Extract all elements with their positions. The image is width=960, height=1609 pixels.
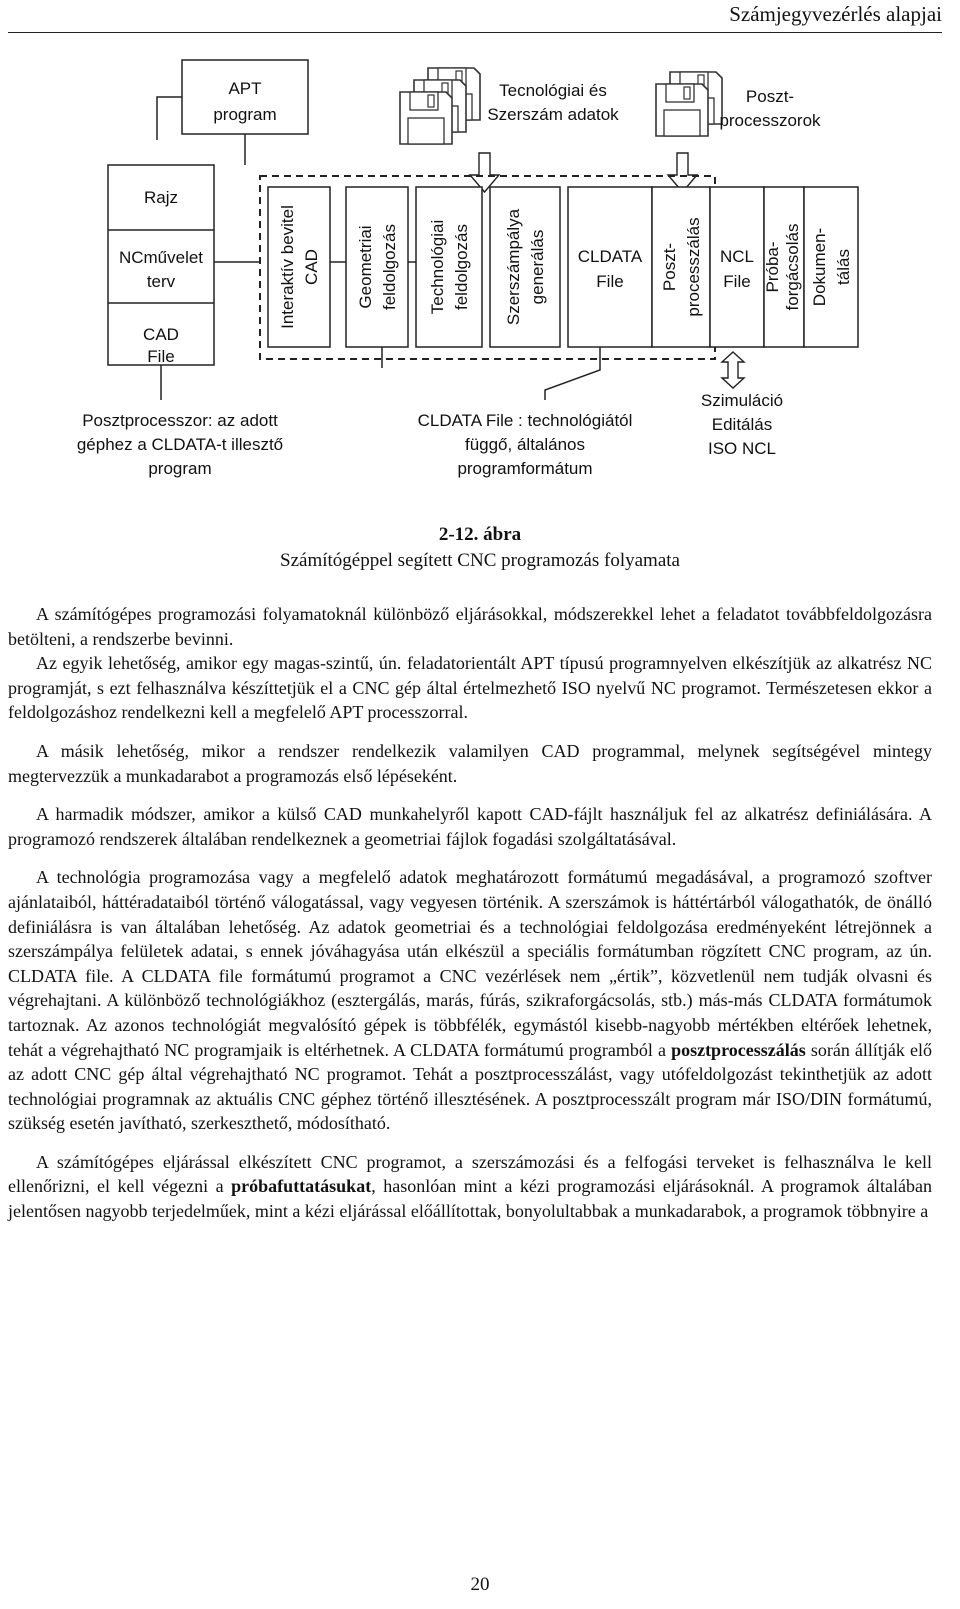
paragraph	[8, 1150, 932, 1224]
block-arrow-down	[668, 153, 697, 192]
apt-program-label-2: program	[213, 105, 277, 124]
disk-icon	[400, 68, 480, 144]
paragraph-text: , hasonlóan mint a kézi programozási eljárásoknál. A programok általában jelentősen nagyobb terjedelműek, mint a kézi eljárással előállítottak, bonyolultabbak a munkadarabok, a programok többnyire a	[8, 1176, 932, 1222]
figure-title: Számítógéppel segített CNC programozás folyamata	[280, 550, 680, 571]
body-text	[8, 602, 932, 1224]
cad-file-label-2: File	[147, 347, 175, 366]
paragraph-text: során állítják elő az adott CNC gép által végrehajtható NC programot. Tehát a posztprocesszálást, vagy utófeldolgozást tekinthetjük az adott technológiai programnak az aktuális CNC géphez történő illesztésének. A posztprocesszált program már ISO/DIN formátumú, szükség esetén javítható, szerkeszthető, módosítható.	[8, 1039, 932, 1134]
postprocessors-label-1: Poszt-	[745, 87, 795, 106]
note-postprocessor-3: program	[148, 459, 212, 478]
paragraph: A számítógépes programozási folyamatoknál különböző eljárásokkal, módszerekkel lehet a feladatot továbbfeldolgozásra betölteni, a rendszerbe bevinni.	[8, 604, 932, 649]
step-postprocessing-2: processzálás	[684, 217, 703, 317]
tech-data-label-1: Tecnológiai és	[499, 81, 607, 100]
step-interactive-1: Interaktív bevitel	[278, 205, 297, 329]
bold-term: posztprocesszálás	[671, 1039, 806, 1060]
paragraph-text: A technológia programozása vagy a megfelelő adatok meghatározott formátumú megadásával, a programozó szoftver ajánlataiból, háttéradataiból történő válogatással, vagy vegyesen történik. A szerszámok is háttértárból válogathatók, de önálló definiálásra is van általában lehetőség. Az adatok geometriai és a technológiai feldolgozása eredményeként létrejönnek a szerszámpálya felületek adatai, s ennek jóváhagyása után elkészül a speciális formátumban rögzített CNC program, az ún. CLDATA file. A CLDATA file formátumú programot a CNC vezérlések nem „értik”, közvetlenül nem tudják olvasni és végrehajtani. A különböző technológiákhoz (esztergálás, marás, fúrás, szikraforgácsolás, stb.) más-más CLDATA formátumok tartoznak. Az azonos technológiát megvalósító gépek is többfélék, egymástól kisebb-nagyobb mértékben eltérőek lehetnek, tehát a végrehajtható NC programjaik is eltérhetnek. A CLDATA formátumú programból a	[8, 867, 932, 1060]
step-cldata-2: File	[596, 272, 624, 291]
step-documentation-2: tálás	[834, 249, 853, 285]
step-postprocessing-1: Poszt-	[660, 242, 679, 292]
process-diagram	[0, 40, 960, 510]
note-simulation-3: ISO NCL	[707, 439, 777, 458]
note-simulation-2: Editálás	[711, 415, 773, 434]
bold-term: próbafuttatásukat	[231, 1176, 372, 1197]
step-cldata-1: CLDATA	[577, 247, 643, 266]
apt-program-label-1: APT	[228, 79, 262, 98]
note-postprocessor-2: géphez a CLDATA-t illesztő	[76, 435, 284, 454]
nc-plan-label-2: terv	[146, 272, 176, 291]
note-simulation-1: Szimuláció	[700, 391, 784, 410]
step-geometric-1: Geometriai	[356, 225, 375, 309]
figure-caption	[0, 522, 960, 574]
note-postprocessor-1: Posztprocesszor: az adott	[82, 411, 278, 430]
postprocessors-label-2: processzorok	[719, 111, 821, 130]
rajz-label: Rajz	[143, 188, 179, 207]
tech-data-label-2: Szerszám adatok	[487, 105, 619, 124]
note-cldata-1: CLDATA File : technológiától	[417, 411, 633, 430]
paragraph: A harmadik módszer, amikor a külső CAD munkahelyről kapott CAD-fájlt használjuk fel az alkatrész definiálására. A programozó rendszerek általában rendelkeznek a geometriai fájlok fogadási szolgáltatásával.	[8, 804, 932, 849]
paragraph	[8, 865, 932, 1136]
header-rule	[8, 32, 942, 33]
step-documentation-1: Dokumen-	[810, 227, 829, 307]
connector-line	[545, 347, 600, 400]
note-cldata-3: programformátum	[457, 459, 593, 478]
figure-number: 2-12. ábra	[438, 524, 522, 545]
page-number: 20	[470, 1574, 490, 1595]
nc-plan-label-1: NCművelet	[118, 248, 204, 267]
block-arrow-down	[470, 153, 499, 192]
step-toolpath-2: generálás	[528, 229, 547, 305]
step-ncl-2: File	[723, 272, 751, 291]
running-header: Számjegyvezérlés alapjai	[729, 2, 942, 26]
step-technological-1: Technológiai	[428, 219, 447, 315]
note-cldata-2: függő, általános	[464, 435, 586, 454]
step-toolpath-1: Szerszámpálya	[504, 208, 523, 326]
paragraph-text: A számítógépes eljárással elkészített CNC programot, a szerszámozási és a felfogási terveket is felhasználva le kell ellenőrizni, el kell végezni a	[8, 1151, 932, 1197]
step-trial-2: forgácsolás	[783, 223, 802, 311]
double-block-arrow	[722, 352, 744, 388]
step-trial-1: Próba-	[763, 241, 782, 293]
step-geometric-2: feldolgozás	[380, 223, 399, 311]
cad-file-label-1: CAD	[143, 325, 179, 344]
step-interactive-2: CAD	[302, 249, 321, 285]
step-ncl-1: NCL	[719, 247, 755, 266]
paragraph: A másik lehetőség, mikor a rendszer rendelkezik valamilyen CAD programmal, melynek segítségével mintegy megtervezzük a munkadarabot a programozás első lépéseként.	[8, 740, 932, 786]
connector-line	[157, 97, 182, 140]
paragraph: Az egyik lehetőség, amikor egy magas-szintű, ún. feladatorientált APT típusú programnyelven elkészítjük az alkatrész NC programját, s ezt felhasználva készíttetjük el a CNC gép által értelmezhető ISO nyelvű NC programot. Természetesen ekkor a feldolgozáshoz rendelkezni kell a megfelelő APT processzorral.	[8, 653, 932, 723]
disk-icon	[656, 72, 722, 136]
step-technological-2: feldolgozás	[452, 223, 471, 311]
